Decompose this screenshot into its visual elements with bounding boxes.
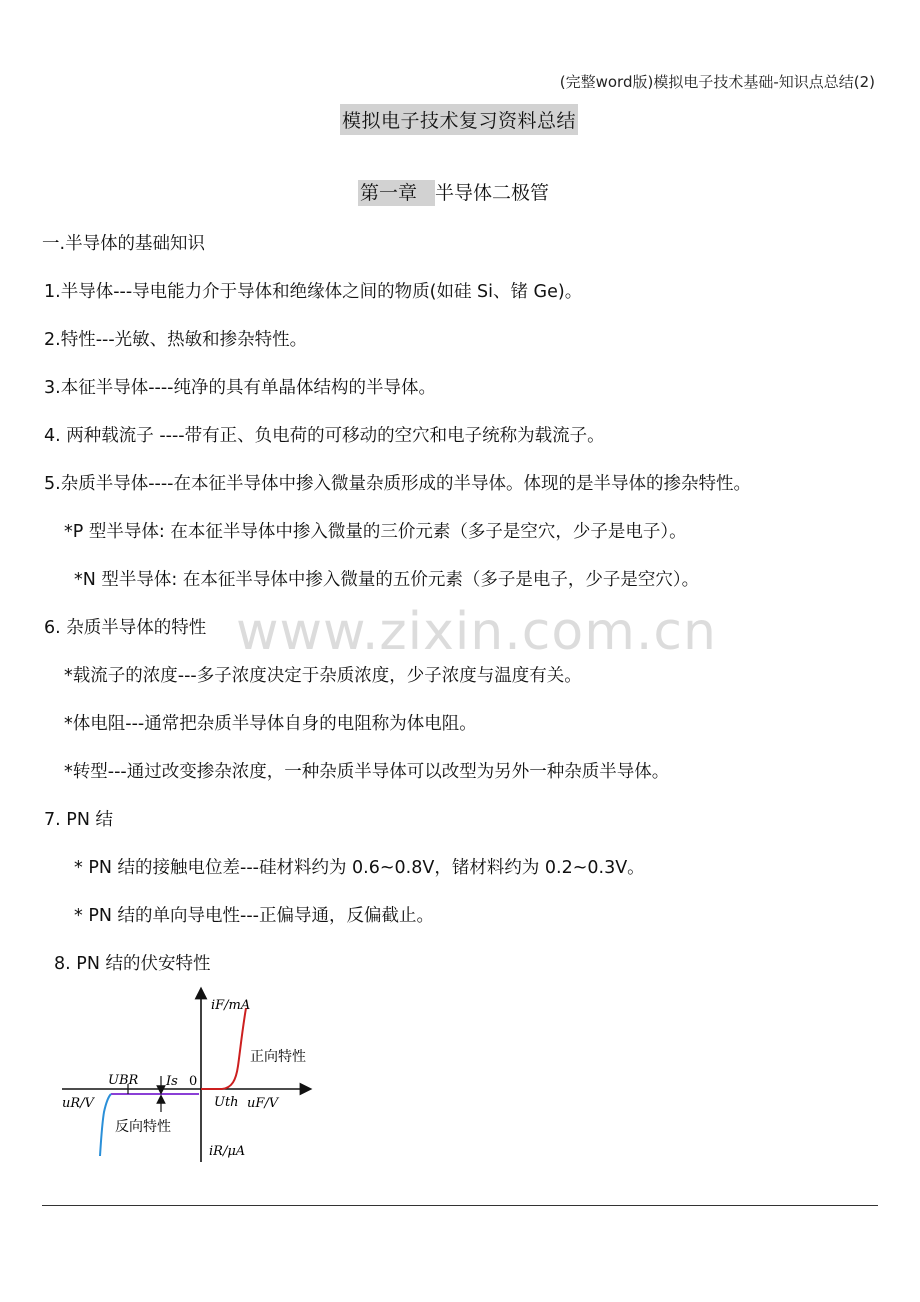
document-header-note: (完整word版)模拟电子技术基础-知识点总结(2) <box>559 73 875 91</box>
reverse-characteristic-label: 反向特性 <box>115 1119 171 1135</box>
ubr-label: UBR <box>108 1073 139 1088</box>
origin-label: 0 <box>189 1074 198 1089</box>
watermark: www.zixin.com.cn <box>236 602 717 662</box>
paragraph-carriers: 4. 两种载流子 ----带有正、负电荷的可移动的空穴和电子统称为载流子。 <box>44 426 605 446</box>
paragraph-pn-junction: 7. PN 结 <box>44 810 113 830</box>
y-axis-top-label: iF/mA <box>211 998 251 1013</box>
breakdown-curve <box>100 1094 111 1156</box>
y-axis-bottom-label: iR/μA <box>209 1144 246 1159</box>
paragraph-impurity-properties: 6. 杂质半导体的特性 <box>44 618 207 638</box>
bullet-contact-potential: * PN 结的接触电位差---硅材料约为 0.6~0.8V，锗材料约为 0.2~0.3V。 <box>74 858 645 878</box>
is-label: Is <box>166 1074 178 1089</box>
uth-label: Uth <box>214 1095 239 1110</box>
bullet-n-type: *N 型半导体: 在本征半导体中掺入微量的五价元素（多子是电子，少子是空穴）。 <box>74 570 700 590</box>
paragraph-impurity: 5.杂质半导体----在本征半导体中掺入微量杂质形成的半导体。体现的是半导体的掺杂特性。 <box>44 474 751 494</box>
paragraph-vi-characteristic: 8. PN 结的伏安特性 <box>54 954 211 974</box>
paragraph-semiconductor: 1.半导体---导电能力介于导体和绝缘体之间的物质(如硅 Si、锗 Ge)。 <box>44 282 583 302</box>
chapter-label: 第一章 <box>358 180 435 206</box>
paragraph-intrinsic: 3.本征半导体----纯净的具有单晶体结构的半导体。 <box>44 378 436 398</box>
document-title: 模拟电子技术复习资料总结 <box>340 104 578 135</box>
bullet-p-type: *P 型半导体: 在本征半导体中掺入微量的三价元素（多子是空穴，少子是电子）。 <box>64 522 687 542</box>
footer-divider <box>42 1205 878 1206</box>
bullet-unidirectional: * PN 结的单向导电性---正偏导通，反偏截止。 <box>74 906 434 926</box>
section-heading-1: 一.半导体的基础知识 <box>42 234 206 254</box>
x-axis-right-label: uF/V <box>247 1096 279 1111</box>
chapter-name: 半导体二极管 <box>435 182 550 204</box>
paragraph-properties: 2.特性---光敏、热敏和掺杂特性。 <box>44 330 308 350</box>
bullet-carrier-concentration: *载流子的浓度---多子浓度决定于杂质浓度，少子浓度与温度有关。 <box>64 666 582 686</box>
bullet-bulk-resistance: *体电阻---通常把杂质半导体自身的电阻称为体电阻。 <box>64 714 477 734</box>
forward-characteristic-label: 正向特性 <box>250 1049 306 1065</box>
x-axis-left-label: uR/V <box>62 1096 94 1111</box>
bullet-type-conversion: *转型---通过改变掺杂浓度，一种杂质半导体可以改型为另外一种杂质半导体。 <box>64 762 670 782</box>
forward-characteristic-curve <box>201 1008 246 1089</box>
